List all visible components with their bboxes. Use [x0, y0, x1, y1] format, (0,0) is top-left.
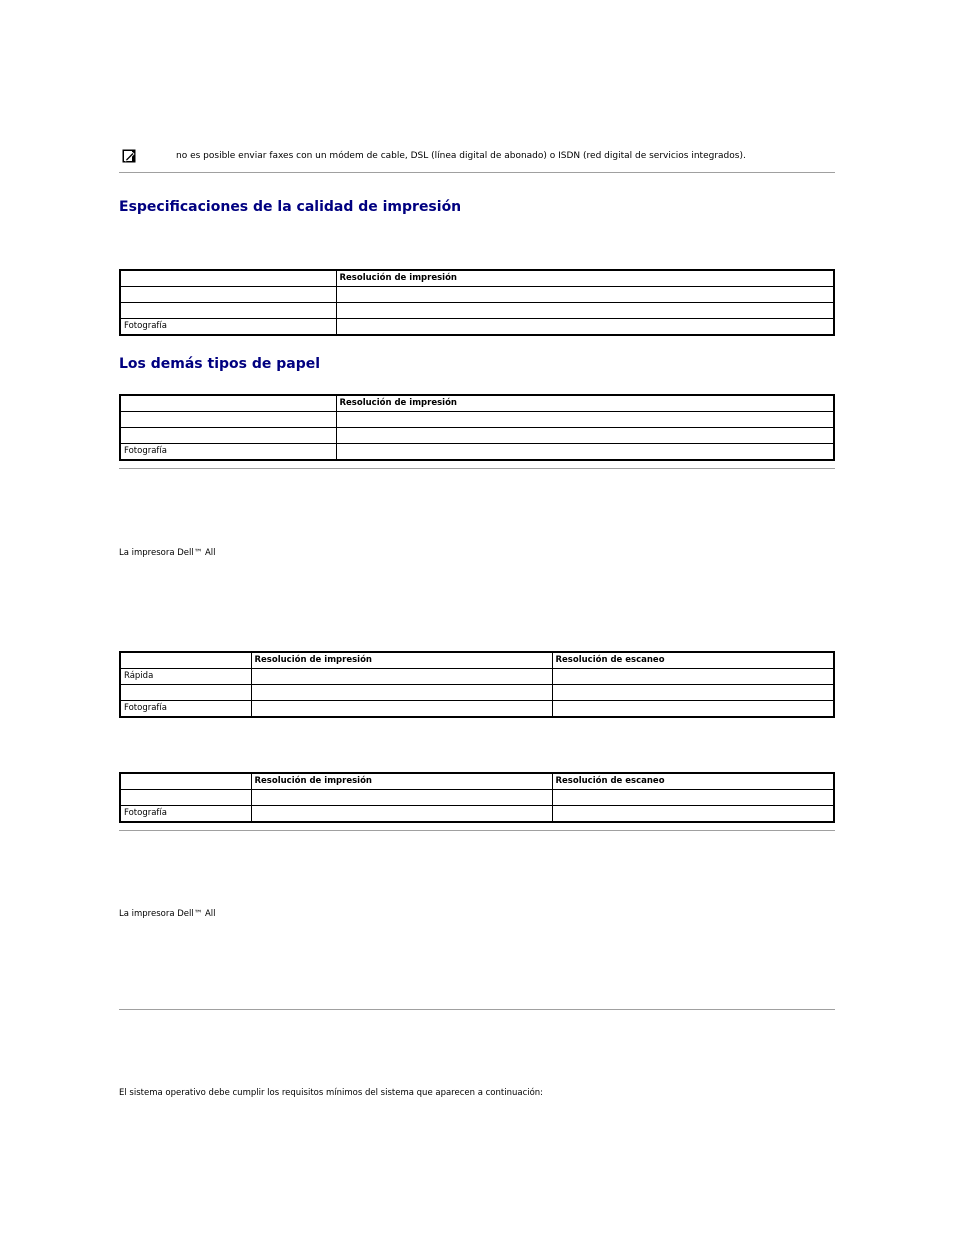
- table-header-cell: Resolución de escaneo: [552, 773, 834, 790]
- table-cell: [552, 669, 834, 685]
- table-cell: [251, 701, 552, 718]
- table-header-cell: Resolución de impresión: [336, 270, 834, 287]
- table-row: [120, 303, 834, 319]
- table-header-row: [120, 395, 834, 412]
- note-text: no es posible enviar faxes con un módem de cable, DSL (línea digital de abonado) o ISDN (red digital de servicios integrados).: [176, 151, 746, 161]
- table-cell: [120, 303, 336, 319]
- table-header-cell: [120, 395, 336, 412]
- divider: [119, 172, 835, 173]
- table-header-row: [120, 652, 834, 669]
- table-row: [120, 412, 834, 428]
- table-header-cell: [120, 773, 251, 790]
- table-row: [120, 806, 834, 823]
- table-header-cell: Resolución de impresión: [251, 652, 552, 669]
- table-header-cell: Resolución de escaneo: [552, 652, 834, 669]
- table-cell: [120, 685, 251, 701]
- table-row: [120, 790, 834, 806]
- table-cell: [336, 412, 834, 428]
- table-cell: [251, 790, 552, 806]
- table-cell: [336, 428, 834, 444]
- section-title-other-paper: Los demás tipos de papel: [119, 356, 321, 372]
- note-pencil-icon: [122, 148, 136, 162]
- table-cell: [120, 287, 336, 303]
- printer-text: La impresora Dell™ All: [119, 548, 216, 558]
- table-cell: Fotografía: [120, 319, 336, 336]
- section-title-print-quality: Especificaciones de la calidad de impresión: [119, 199, 462, 215]
- os-requirements-text: El sistema operativo debe cumplir los requisitos mínimos del sistema que aparecen a continuación:: [119, 1088, 544, 1098]
- divider: [119, 468, 835, 469]
- table-cell: [552, 790, 834, 806]
- table-cell: [336, 303, 834, 319]
- print-quality-table: [119, 269, 835, 336]
- table-cell: [120, 790, 251, 806]
- table-row: [120, 287, 834, 303]
- table-cell: [336, 319, 834, 336]
- table-row: [120, 444, 834, 461]
- table-cell: Rápida: [120, 669, 251, 685]
- table-row: [120, 428, 834, 444]
- table-row: [120, 685, 834, 701]
- table-row: [120, 319, 834, 336]
- table-header-cell: [120, 652, 251, 669]
- printer-text: La impresora Dell™ All: [119, 909, 216, 919]
- table-header-row: [120, 270, 834, 287]
- table-cell: [552, 806, 834, 823]
- table-cell: [120, 412, 336, 428]
- table-cell: [552, 685, 834, 701]
- table-header-cell: [120, 270, 336, 287]
- divider: [119, 1009, 835, 1010]
- table-cell: [120, 428, 336, 444]
- table-cell: Fotografía: [120, 701, 251, 718]
- table-row: [120, 669, 834, 685]
- table-cell: [251, 669, 552, 685]
- table-header-row: [120, 773, 834, 790]
- table-cell: Fotografía: [120, 806, 251, 823]
- table-cell: [552, 701, 834, 718]
- table-cell: [336, 287, 834, 303]
- table-cell: [336, 444, 834, 461]
- table-header-cell: Resolución de impresión: [251, 773, 552, 790]
- divider: [119, 830, 835, 831]
- copy-quality-table: [119, 651, 835, 718]
- table-cell: [251, 685, 552, 701]
- table-cell: Fotografía: [120, 444, 336, 461]
- copy-other-paper-table: [119, 772, 835, 823]
- table-cell: [251, 806, 552, 823]
- table-header-cell: Resolución de impresión: [336, 395, 834, 412]
- table-row: [120, 701, 834, 718]
- other-paper-table: [119, 394, 835, 461]
